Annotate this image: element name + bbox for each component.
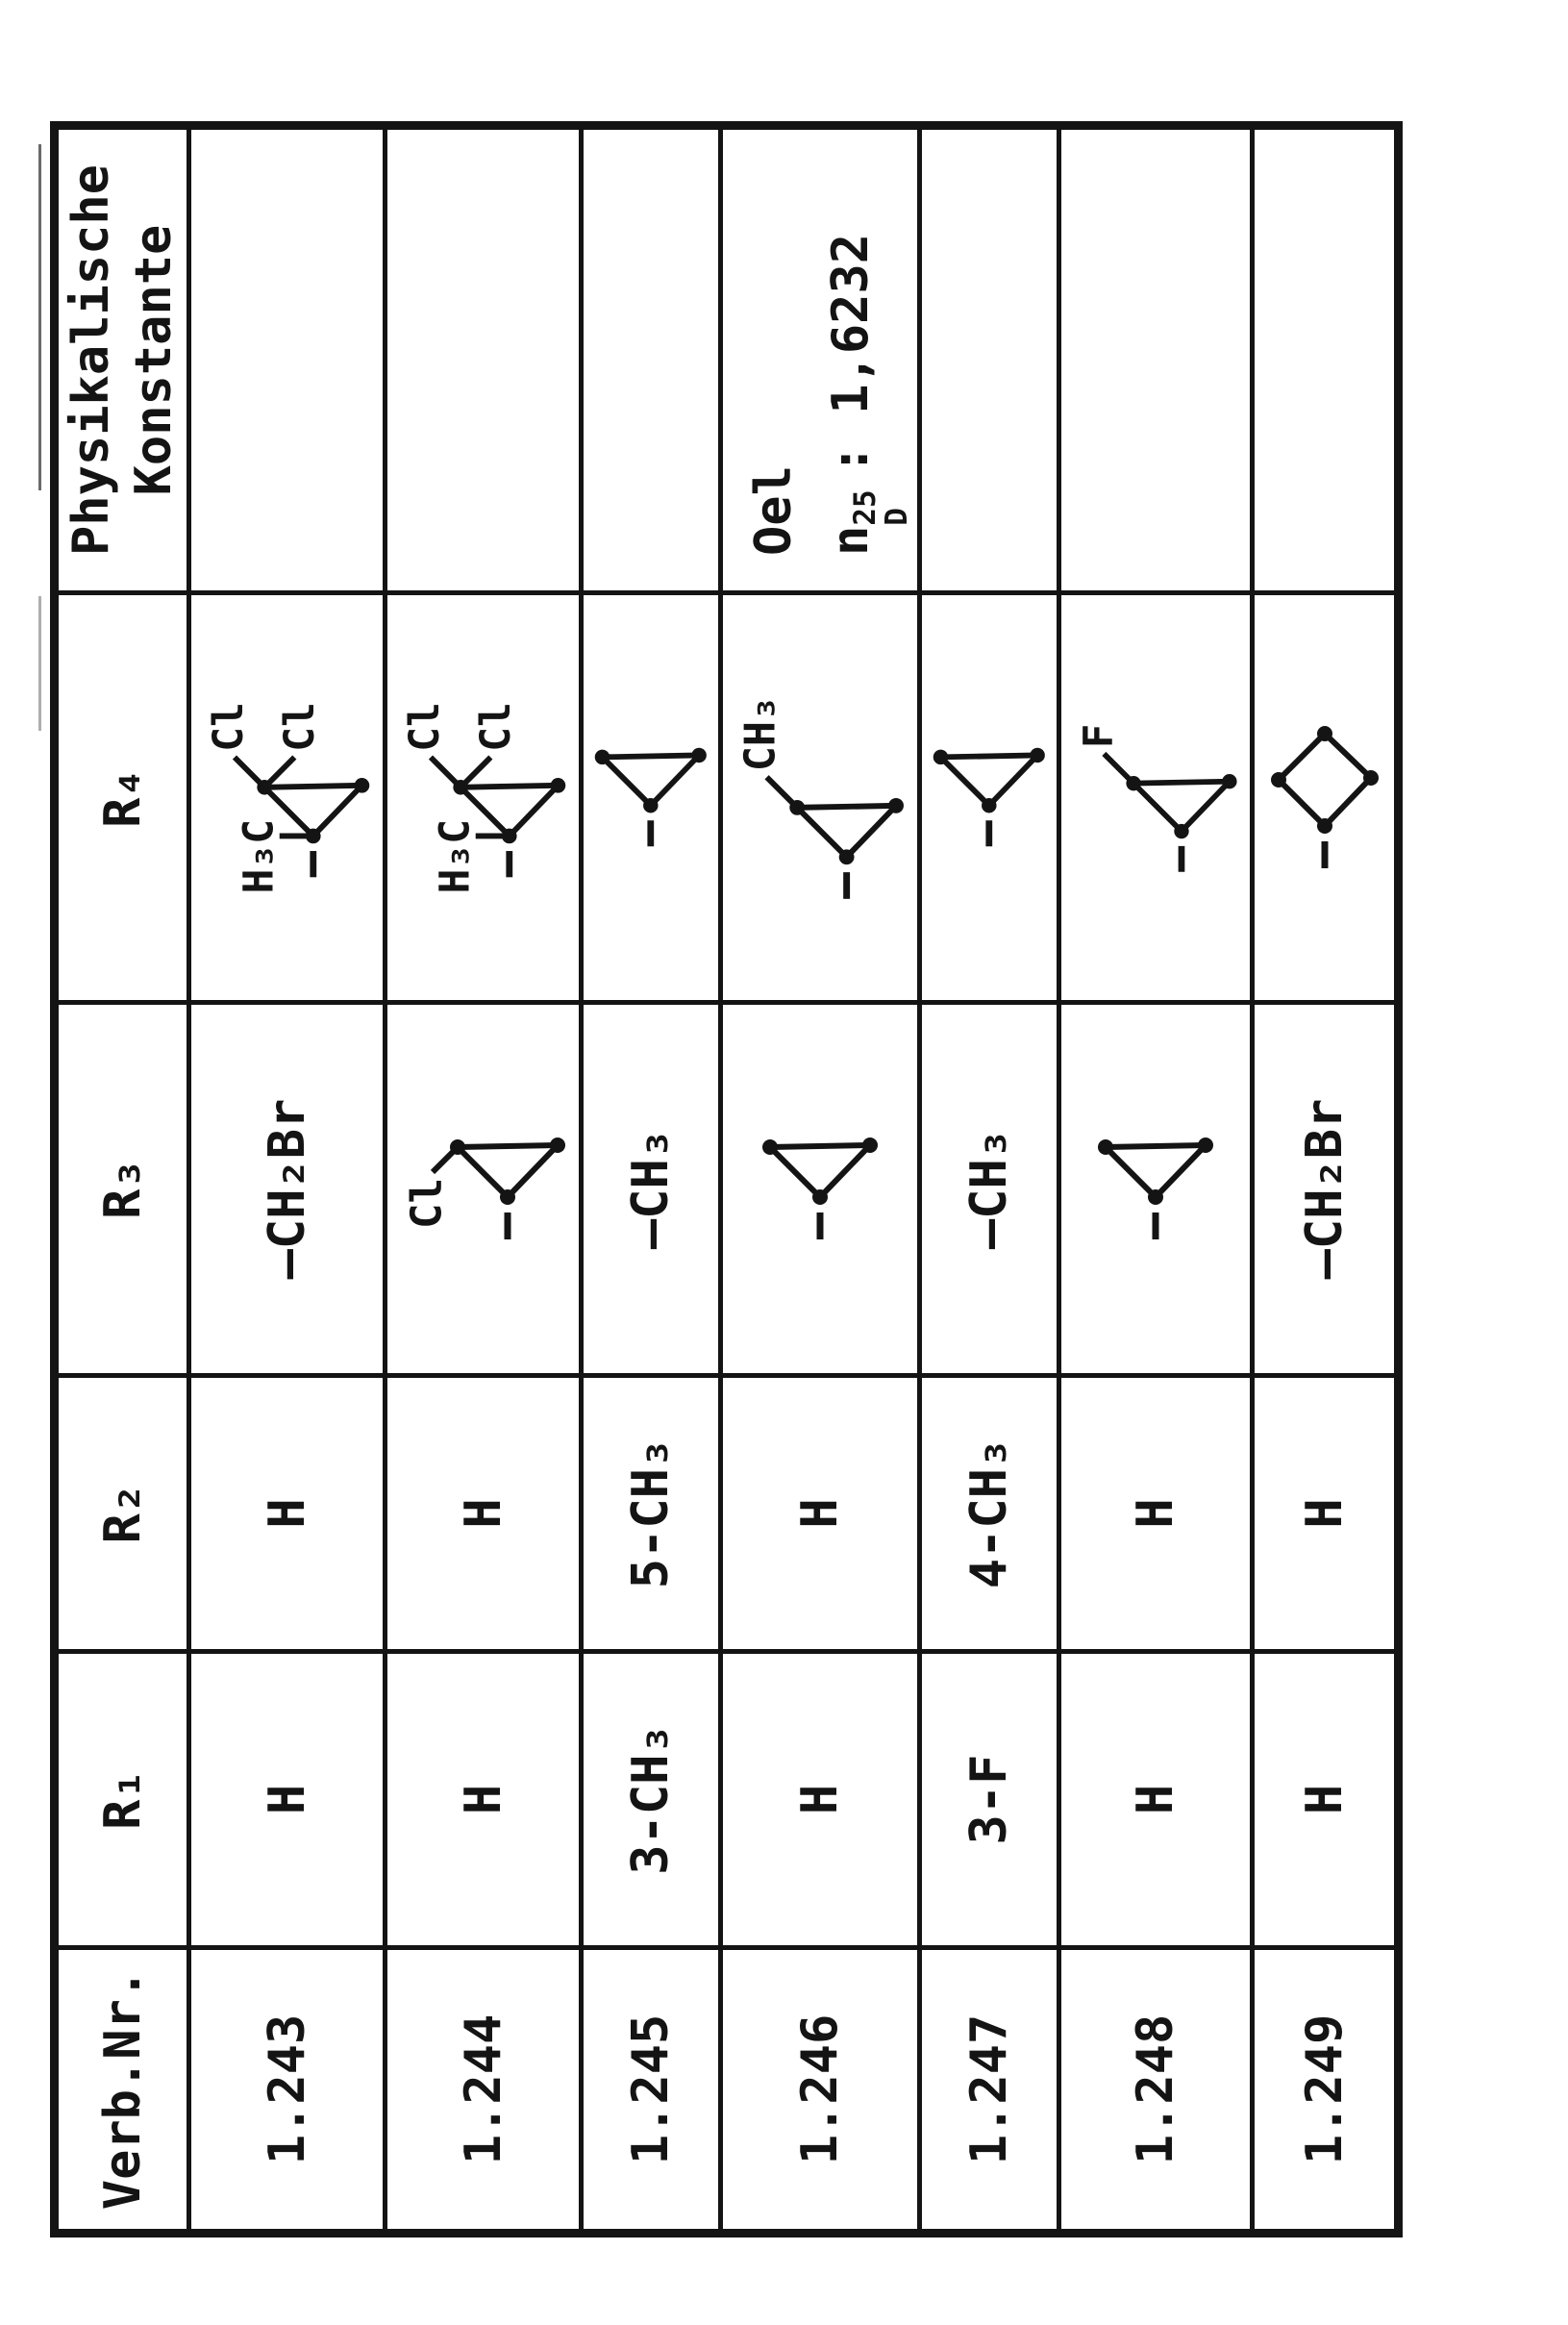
column-header-label: R₃ bbox=[93, 1159, 152, 1219]
ring-carbon-dot bbox=[1174, 824, 1188, 838]
substituent-label: H₃C bbox=[431, 818, 480, 894]
cell-verb-number bbox=[189, 1948, 386, 2234]
ring-carbon-dot bbox=[502, 828, 517, 843]
ring-carbon-dot bbox=[1098, 1140, 1113, 1156]
chemical-structure-ring3 bbox=[729, 688, 911, 909]
compound-table bbox=[50, 121, 1403, 2238]
ring-carbon-dot bbox=[1363, 771, 1379, 787]
substituent-label: F bbox=[1074, 723, 1122, 748]
table-row bbox=[920, 126, 1059, 2234]
substituent-label: Cl bbox=[402, 1178, 451, 1230]
ring-bond bbox=[1182, 781, 1230, 831]
cell-r1 bbox=[582, 1652, 721, 1948]
column-header-label: R₂ bbox=[93, 1483, 152, 1544]
r1-value: H bbox=[1127, 1784, 1184, 1815]
substituent-label: H₃C bbox=[235, 818, 284, 894]
r1-value: H bbox=[1295, 1784, 1354, 1815]
cell-r1 bbox=[386, 1652, 582, 1948]
cell-verb-number bbox=[920, 1948, 1059, 2234]
ring-carbon-dot bbox=[762, 1140, 778, 1156]
ring-carbon-dot bbox=[1271, 773, 1286, 788]
scan-artifact bbox=[38, 596, 41, 731]
rotated-table-container bbox=[50, 130, 1394, 2238]
cell-konstante bbox=[386, 126, 582, 593]
cell-verb-number bbox=[721, 1948, 920, 2234]
ring-bond bbox=[1279, 781, 1325, 827]
ring-bond bbox=[313, 786, 362, 837]
r2-value: H bbox=[258, 1498, 316, 1529]
chemical-structure-ring3 bbox=[1067, 712, 1244, 883]
ring-bond bbox=[651, 756, 699, 806]
ring-carbon-dot bbox=[500, 1190, 515, 1206]
ring-carbon-dot bbox=[595, 750, 610, 764]
ring-bond bbox=[458, 1146, 558, 1148]
ring-carbon-dot bbox=[1031, 748, 1045, 762]
verb-number: 1.247 bbox=[960, 2013, 1018, 2165]
table-row bbox=[1253, 126, 1399, 2234]
ring-bond bbox=[797, 808, 846, 857]
chemical-structure-ring4 bbox=[1263, 719, 1386, 877]
cell-r3 bbox=[189, 1003, 386, 1376]
ring-bond bbox=[1325, 779, 1371, 827]
ring-bond bbox=[460, 786, 558, 788]
ring-bond bbox=[603, 756, 700, 758]
ring-bond bbox=[1156, 1146, 1206, 1198]
column-header-konstante bbox=[55, 126, 189, 593]
r3-value: —CH₂Br bbox=[258, 1098, 316, 1280]
refractive-index bbox=[812, 130, 914, 556]
column-header-verb bbox=[55, 1948, 189, 2234]
verb-number: 1.248 bbox=[1127, 2013, 1184, 2165]
scan-artifact bbox=[38, 144, 41, 490]
cell-r2 bbox=[386, 1376, 582, 1652]
ring-carbon-dot bbox=[1222, 774, 1236, 788]
ring-bond bbox=[603, 758, 651, 806]
ring-carbon-dot bbox=[812, 1190, 828, 1206]
ring-carbon-dot bbox=[982, 798, 996, 812]
cell-konstante bbox=[1059, 126, 1253, 593]
ring-bond bbox=[820, 1146, 870, 1198]
verb-number: 1.246 bbox=[791, 2013, 849, 2165]
table-row bbox=[582, 126, 721, 2234]
r2-value: 5-CH₃ bbox=[622, 1438, 680, 1589]
cell-r3 bbox=[582, 1003, 721, 1376]
cell-konstante bbox=[582, 126, 721, 593]
ring-bond bbox=[770, 1148, 820, 1198]
cell-r2 bbox=[1253, 1376, 1399, 1652]
cell-r1 bbox=[1253, 1652, 1399, 1948]
cell-r4 bbox=[1059, 593, 1253, 1003]
cell-r4 bbox=[582, 593, 721, 1003]
r3-value: —CH₂Br bbox=[1295, 1098, 1354, 1280]
ring-bond bbox=[1106, 1148, 1156, 1198]
ring-carbon-dot bbox=[257, 780, 272, 795]
ring-carbon-dot bbox=[450, 1140, 465, 1156]
substituent-label: Cl bbox=[205, 701, 254, 752]
column-header-r1 bbox=[55, 1652, 189, 1948]
column-header-label: R₁ bbox=[93, 1769, 152, 1830]
r1-value: 3-CH₃ bbox=[622, 1724, 680, 1875]
cell-r2 bbox=[920, 1376, 1059, 1652]
cell-konstante bbox=[1253, 126, 1399, 593]
chemical-structure-ring3 bbox=[393, 691, 573, 904]
cell-r4 bbox=[1253, 593, 1399, 1003]
cell-r4 bbox=[920, 593, 1059, 1003]
ring-carbon-dot bbox=[692, 748, 707, 762]
ring-carbon-dot bbox=[933, 750, 948, 764]
ring-carbon-dot bbox=[355, 778, 370, 793]
ring-bond bbox=[1279, 735, 1325, 781]
cell-verb-number bbox=[386, 1948, 582, 2234]
ring-carbon-dot bbox=[862, 1138, 878, 1154]
substituent-label: CH₃ bbox=[736, 695, 785, 772]
cell-r1 bbox=[721, 1652, 920, 1948]
column-header-line: Konstante bbox=[124, 224, 183, 496]
column-header-r2 bbox=[55, 1376, 189, 1652]
column-header-r4 bbox=[55, 593, 189, 1003]
ring-bond bbox=[1133, 783, 1182, 831]
chemical-structure-ring3 bbox=[755, 1131, 885, 1248]
cell-r2 bbox=[1059, 1376, 1253, 1652]
ring-carbon-dot bbox=[839, 850, 855, 865]
cell-r2 bbox=[582, 1376, 721, 1652]
ring-carbon-dot bbox=[1198, 1138, 1213, 1154]
substituent-label: Cl bbox=[401, 701, 450, 752]
ring-bond bbox=[1106, 1146, 1206, 1148]
cell-r3 bbox=[920, 1003, 1059, 1376]
constant-line-oel: Oel bbox=[744, 465, 803, 556]
cell-r3 bbox=[1059, 1003, 1253, 1376]
cell-r4 bbox=[386, 593, 582, 1003]
ring-bond bbox=[941, 756, 1038, 758]
r1-value: H bbox=[791, 1784, 849, 1815]
substituent-label: Cl bbox=[276, 701, 325, 752]
formula-base: n bbox=[822, 525, 881, 556]
physical-constant bbox=[735, 130, 914, 590]
cell-r3 bbox=[721, 1003, 920, 1376]
table-row bbox=[189, 126, 386, 2234]
verb-number: 1.243 bbox=[258, 2013, 316, 2165]
column-header-r3 bbox=[55, 1003, 189, 1376]
cell-verb-number bbox=[1059, 1948, 1253, 2234]
cell-r1 bbox=[920, 1652, 1059, 1948]
ring-carbon-dot bbox=[1148, 1190, 1163, 1206]
cell-konstante bbox=[721, 126, 920, 593]
ring-bond bbox=[1133, 781, 1230, 783]
formula-value: : 1,6232 bbox=[822, 233, 881, 475]
r1-value: H bbox=[454, 1784, 512, 1815]
ring-bond bbox=[510, 786, 559, 837]
ring-bond bbox=[264, 786, 361, 788]
ring-bond bbox=[1325, 735, 1371, 779]
r2-value: H bbox=[1295, 1498, 1354, 1529]
chemical-structure-ring3 bbox=[197, 691, 377, 904]
r2-value: H bbox=[454, 1498, 512, 1529]
verb-number: 1.249 bbox=[1295, 2013, 1354, 2165]
ring-carbon-dot bbox=[1317, 727, 1332, 742]
ring-carbon-dot bbox=[550, 1138, 565, 1154]
ring-bond bbox=[458, 1148, 508, 1198]
ring-bond bbox=[989, 756, 1037, 806]
cell-r4 bbox=[189, 593, 386, 1003]
formula-superscript: 25 bbox=[848, 489, 884, 526]
header-row bbox=[55, 126, 189, 2234]
r3-value: —CH₃ bbox=[960, 1128, 1018, 1250]
cell-r3 bbox=[386, 1003, 582, 1376]
table-row bbox=[386, 126, 582, 2234]
chemical-structure-ring3 bbox=[1090, 1131, 1221, 1248]
ring-carbon-dot bbox=[888, 798, 904, 813]
formula-subscript: D bbox=[879, 508, 914, 526]
table-row bbox=[1059, 126, 1253, 2234]
cell-verb-number bbox=[582, 1948, 721, 2234]
ring-bond bbox=[770, 1146, 870, 1148]
chemical-structure-ring3 bbox=[926, 739, 1053, 857]
ring-carbon-dot bbox=[1317, 819, 1332, 835]
r2-value: 4-CH₃ bbox=[960, 1438, 1018, 1589]
r2-value: H bbox=[791, 1498, 849, 1529]
column-header-label: R₄ bbox=[93, 767, 152, 828]
column-header-line: Physikalische bbox=[62, 164, 120, 556]
ring-bond bbox=[847, 806, 896, 857]
ring-carbon-dot bbox=[789, 800, 805, 815]
compound-table-host bbox=[50, 130, 1403, 2238]
ring-carbon-dot bbox=[551, 778, 566, 793]
ring-bond bbox=[508, 1146, 558, 1198]
table-row bbox=[721, 126, 920, 2234]
cell-r4 bbox=[721, 593, 920, 1003]
ring-carbon-dot bbox=[643, 798, 658, 812]
ring-carbon-dot bbox=[306, 828, 321, 843]
ring-carbon-dot bbox=[453, 780, 468, 795]
column-header-label: Verb.Nr. bbox=[93, 1968, 152, 2211]
r2-value: H bbox=[1127, 1498, 1184, 1529]
r1-value: 3-F bbox=[960, 1754, 1018, 1845]
ring-carbon-dot bbox=[1126, 776, 1140, 790]
verb-number: 1.245 bbox=[622, 2013, 680, 2165]
cell-r1 bbox=[189, 1652, 386, 1948]
ring-bond bbox=[797, 806, 896, 808]
cell-konstante bbox=[189, 126, 386, 593]
ring-bond bbox=[941, 758, 989, 806]
r1-value: H bbox=[258, 1784, 316, 1815]
cell-konstante bbox=[920, 126, 1059, 593]
r3-value: —CH₃ bbox=[622, 1128, 680, 1250]
chemical-structure-ring3 bbox=[394, 1131, 573, 1248]
cell-r3 bbox=[1253, 1003, 1399, 1376]
substituent-label: Cl bbox=[472, 701, 521, 752]
cell-r1 bbox=[1059, 1652, 1253, 1948]
cell-verb-number bbox=[1253, 1948, 1399, 2234]
cell-r2 bbox=[189, 1376, 386, 1652]
verb-number: 1.244 bbox=[454, 2013, 512, 2165]
cell-r2 bbox=[721, 1376, 920, 1652]
chemical-structure-ring3 bbox=[587, 739, 714, 857]
